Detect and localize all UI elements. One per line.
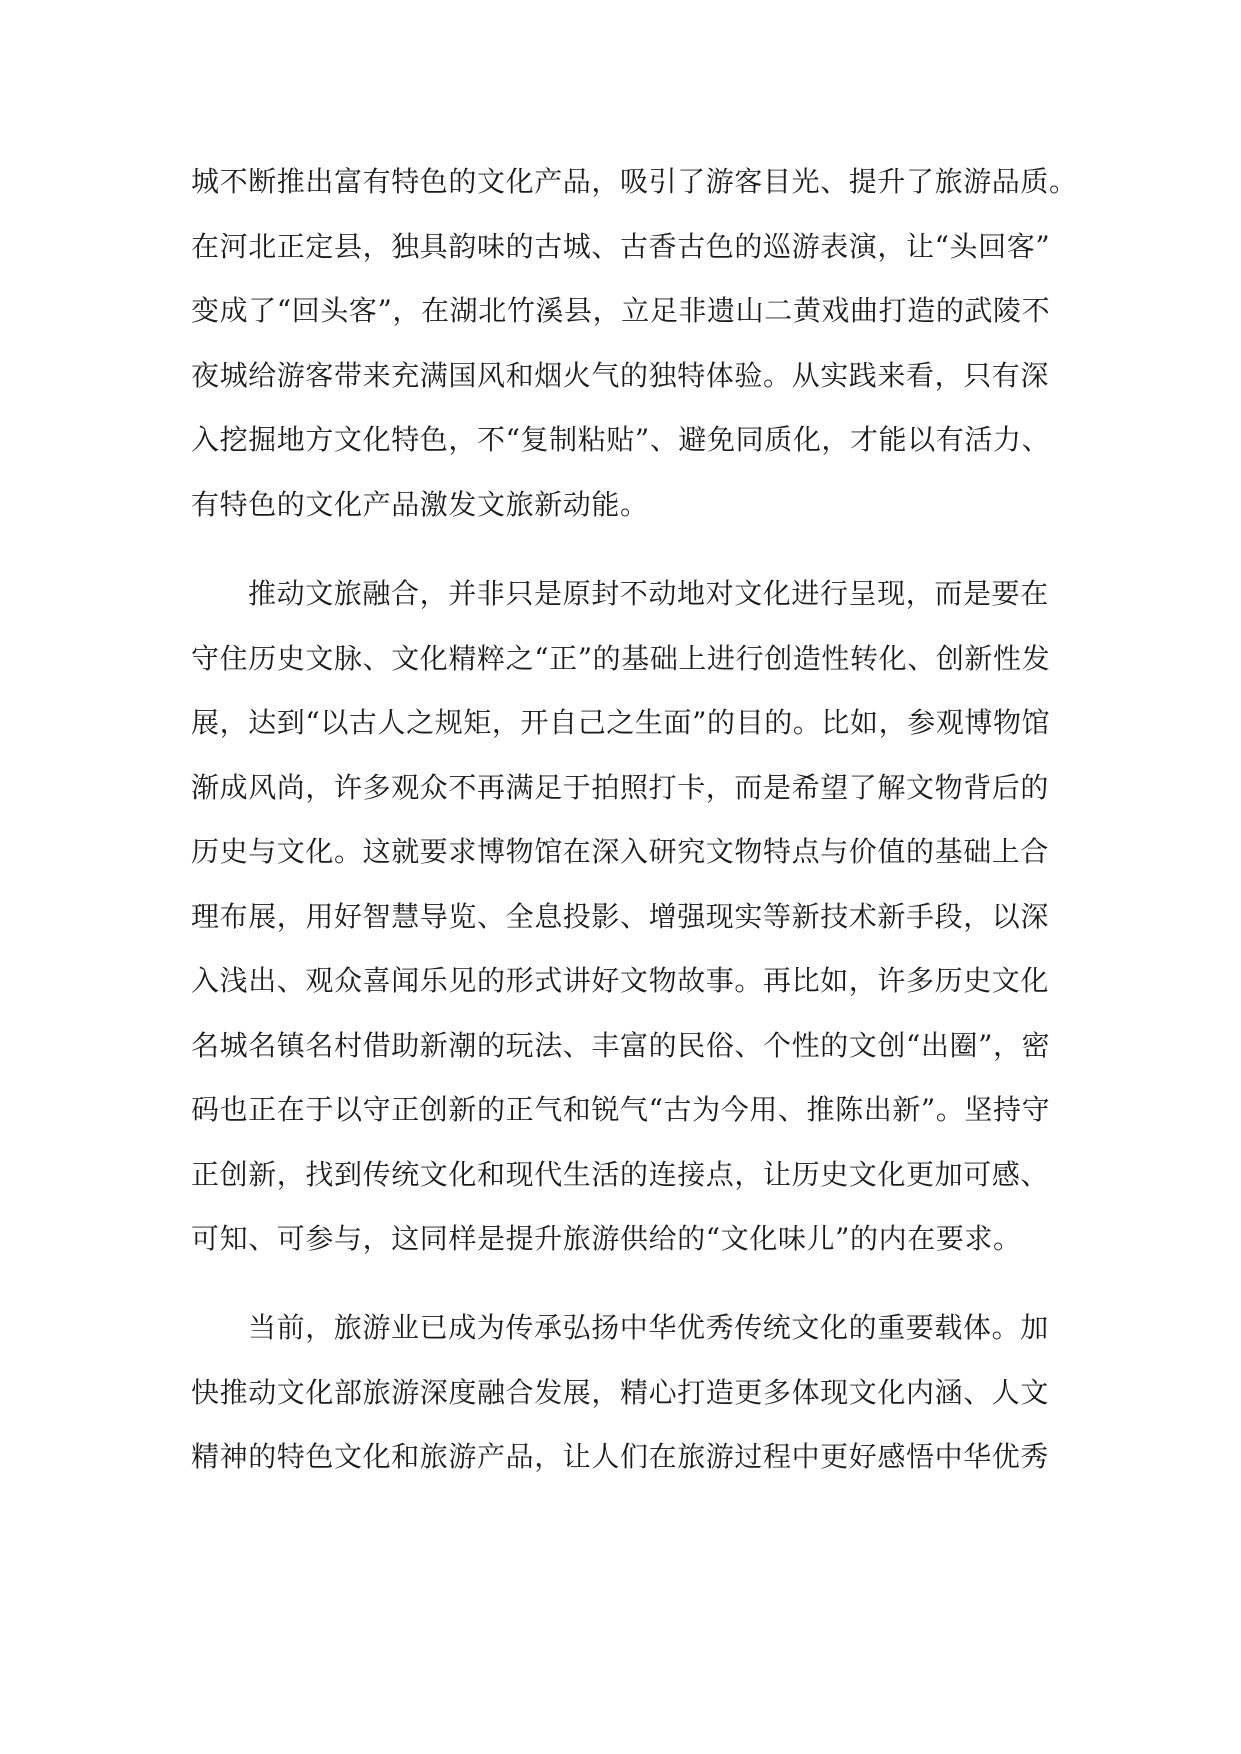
paragraph-1	[191, 150, 1078, 537]
text-line: 正创新，找到传统文化和现代生活的连接点，让历史文化更加可感、	[191, 1157, 1050, 1191]
text-line: 夜城给游客带来充满国风和烟火气的独特体验。从实践来看，只有深	[191, 358, 1050, 392]
text-line: 有特色的文化产品激发文旅新动能。	[191, 487, 649, 521]
text-line: 在河北正定县，独具韵味的古城、古香古色的巡游表演，让“头回客”	[191, 229, 1051, 263]
text-line: 守住历史文脉、文化精粹之“正”的基础上进行创造性转化、创新性发	[191, 641, 1051, 675]
text-line: 码也正在于以守正创新的正气和锐气“古为今用、推陈出新”。坚持守	[191, 1093, 1051, 1126]
text-line: 历史与文化。这就要求博物馆在深入研究文物特点与价值的基础上合	[191, 835, 1050, 868]
text-line: 入浅出、观众喜闻乐见的形式讲好文物故事。再比如，许多历史文化	[191, 964, 1050, 997]
paragraph-3	[191, 1296, 1053, 1490]
text-line: 城不断推出富有特色的文化产品，吸引了游客目光、提升了旅游品质。	[191, 165, 1078, 198]
text-line-indented: 推动文旅融合，并非只是原封不动地对文化进行呈现，而是要在	[248, 577, 1049, 610]
text-line: 名城名镇名村借助新潮的玩法、丰富的民俗、个性的文创“出圈”，密	[191, 1028, 1051, 1062]
paragraph-2	[191, 562, 1053, 1272]
text-line: 渐成风尚，许多观众不再满足于拍照打卡，而是希望了解文物背后的	[191, 770, 1050, 804]
text-line: 精神的特色文化和旅游产品，让人们在旅游过程中更好感悟中华优秀	[191, 1440, 1050, 1473]
text-line: 理布展，用好智慧导览、全息投影、增强现实等新技术新手段，以深	[191, 899, 1050, 933]
text-line: 快推动文化部旅游深度融合发展，精心打造更多体现文化内涵、人文	[191, 1375, 1050, 1409]
text-line: 入挖掘地方文化特色，不“复制粘贴”、避免同质化，才能以有活力、	[191, 423, 1051, 456]
text-line: 可知、可参与，这同样是提升旅游供给的“文化味儿”的内在要求。	[191, 1222, 1022, 1255]
text-line: 展，达到“以古人之规矩，开自己之生面”的目的。比如，参观博物馆	[191, 706, 1051, 739]
text-line-indented: 当前，旅游业已成为传承弘扬中华优秀传统文化的重要载体。加	[248, 1311, 1049, 1344]
text-line: 变成了“回头客”，在湖北竹溪县，立足非遗山二黄戏曲打造的武陵不	[191, 294, 1051, 327]
